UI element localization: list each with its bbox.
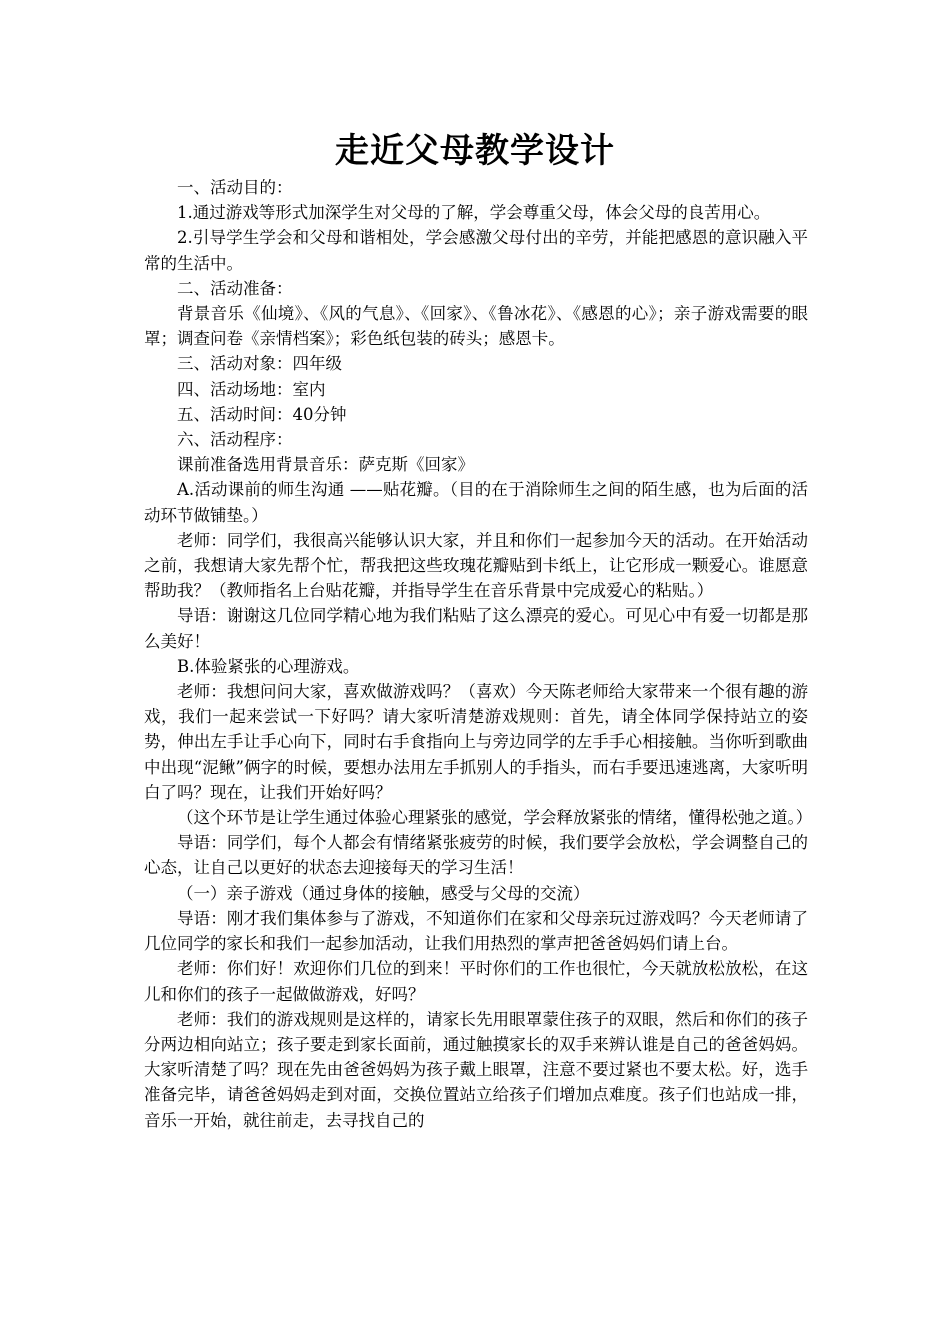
document-title: 走近父母教学设计 xyxy=(335,131,615,171)
paragraph: 2.引导学生学会和父母和谐相处，学会感激父母付出的辛劳，并能把感恩的意识融入平常的生活中。 xyxy=(144,228,808,273)
paragraph: 背景音乐《仙境》、《风的气息》、《回家》、《鲁冰花》、《感恩的心》；亲子游戏需要的眼罩；调查问卷《亲情档案》；彩色纸包装的砖头；感恩卡。 xyxy=(144,304,808,349)
paragraph: （一）亲子游戏（通过身体的接触，感受与父母的交流） xyxy=(177,883,590,903)
paragraph: 老师：我们的游戏规则是这样的，请家长先用眼罩蒙住孩子的双眼，然后和你们的孩子分两边相向站立；孩子要走到家长面前，通过触摸家长的双手来辨认谁是自己的爸爸妈妈。大家听清楚了吗？现在先由爸爸妈妈为孩子戴上眼罩，注意不要过紧也不要太松。好，选手准备完毕，请爸爸妈妈走到对面，交换位置站立给孩子们增加点难度。孩子们也站成一排，音乐一开始，就往前走，去寻找自己的 xyxy=(144,1009,808,1130)
paragraph: 1.通过游戏等形式加深学生对父母的了解，学会尊重父母，体会父母的良苦用心。 xyxy=(177,203,771,223)
paragraph: 导语：刚才我们集体参与了游戏，不知道你们在家和父母亲玩过游戏吗？今天老师请了几位同学的家长和我们一起参加活动，让我们用热烈的掌声把爸爸妈妈们请上台。 xyxy=(144,908,808,954)
paragraph: 四、活动场地：室内 xyxy=(177,379,326,399)
paragraph: 二、活动准备： xyxy=(177,278,293,298)
paragraph: 导语：同学们，每个人都会有情绪紧张疲劳的时候，我们要学会放松，学会调整自己的心态，让自己以更好的状态去迎接每天的学习生活！ xyxy=(144,833,808,878)
paragraph: A.活动课前的师生沟通 ——贴花瓣。（目的在于消除师生之间的陌生感，也为后面的活动环节做铺垫。） xyxy=(144,480,808,525)
document-body xyxy=(144,175,813,1133)
paragraph: 老师：同学们，我很高兴能够认识大家，并且和你们一起参加今天的活动。在开始活动之前，我想请大家先帮个忙，帮我把这些玫瑰花瓣贴到卡纸上，让它形成一颗爱心。谁愿意帮助我？（教师指名上台贴花瓣，并指导学生在音乐背景中完成爱心的粘贴。） xyxy=(144,530,808,601)
paragraph: 老师：我想问问大家，喜欢做游戏吗？（喜欢）今天陈老师给大家带来一个很有趣的游戏，我们一起来尝试一下好吗？请大家听清楚游戏规则：首先，请全体同学保持站立的姿势，伸出左手让手心向下，同时右手食指向上与旁边同学的左手手心相接触。当你听到歌曲中出现“泥鳅”俩字的时候，要想办法用左手抓别人的手指头，而右手要迅速逃离，大家听明白了吗？现在，让我们开始好吗？ xyxy=(144,682,808,802)
paragraph: （这个环节是让学生通过体验心理紧张的感觉，学会释放紧张的情绪，懂得松弛之道。） xyxy=(177,808,813,828)
paragraph: B.体验紧张的心理游戏。 xyxy=(177,656,360,676)
paragraph: 三、活动对象：四年级 xyxy=(177,354,342,374)
paragraph: 课前准备选用背景音乐：萨克斯《回家》 xyxy=(177,455,474,475)
paragraph: 六、活动程序： xyxy=(177,430,293,450)
paragraph: 老师：你们好！欢迎你们几位的到来！平时你们的工作也很忙，今天就放松放松，在这儿和你们的孩子一起做做游戏，好吗？ xyxy=(144,959,808,1004)
paragraph: 导语：谢谢这几位同学精心地为我们粘贴了这么漂亮的爱心。可见心中有爱一切都是那么美好！ xyxy=(144,606,808,651)
paragraph: 五、活动时间：40分钟 xyxy=(177,404,347,424)
paragraph: 一、活动目的： xyxy=(177,178,293,197)
